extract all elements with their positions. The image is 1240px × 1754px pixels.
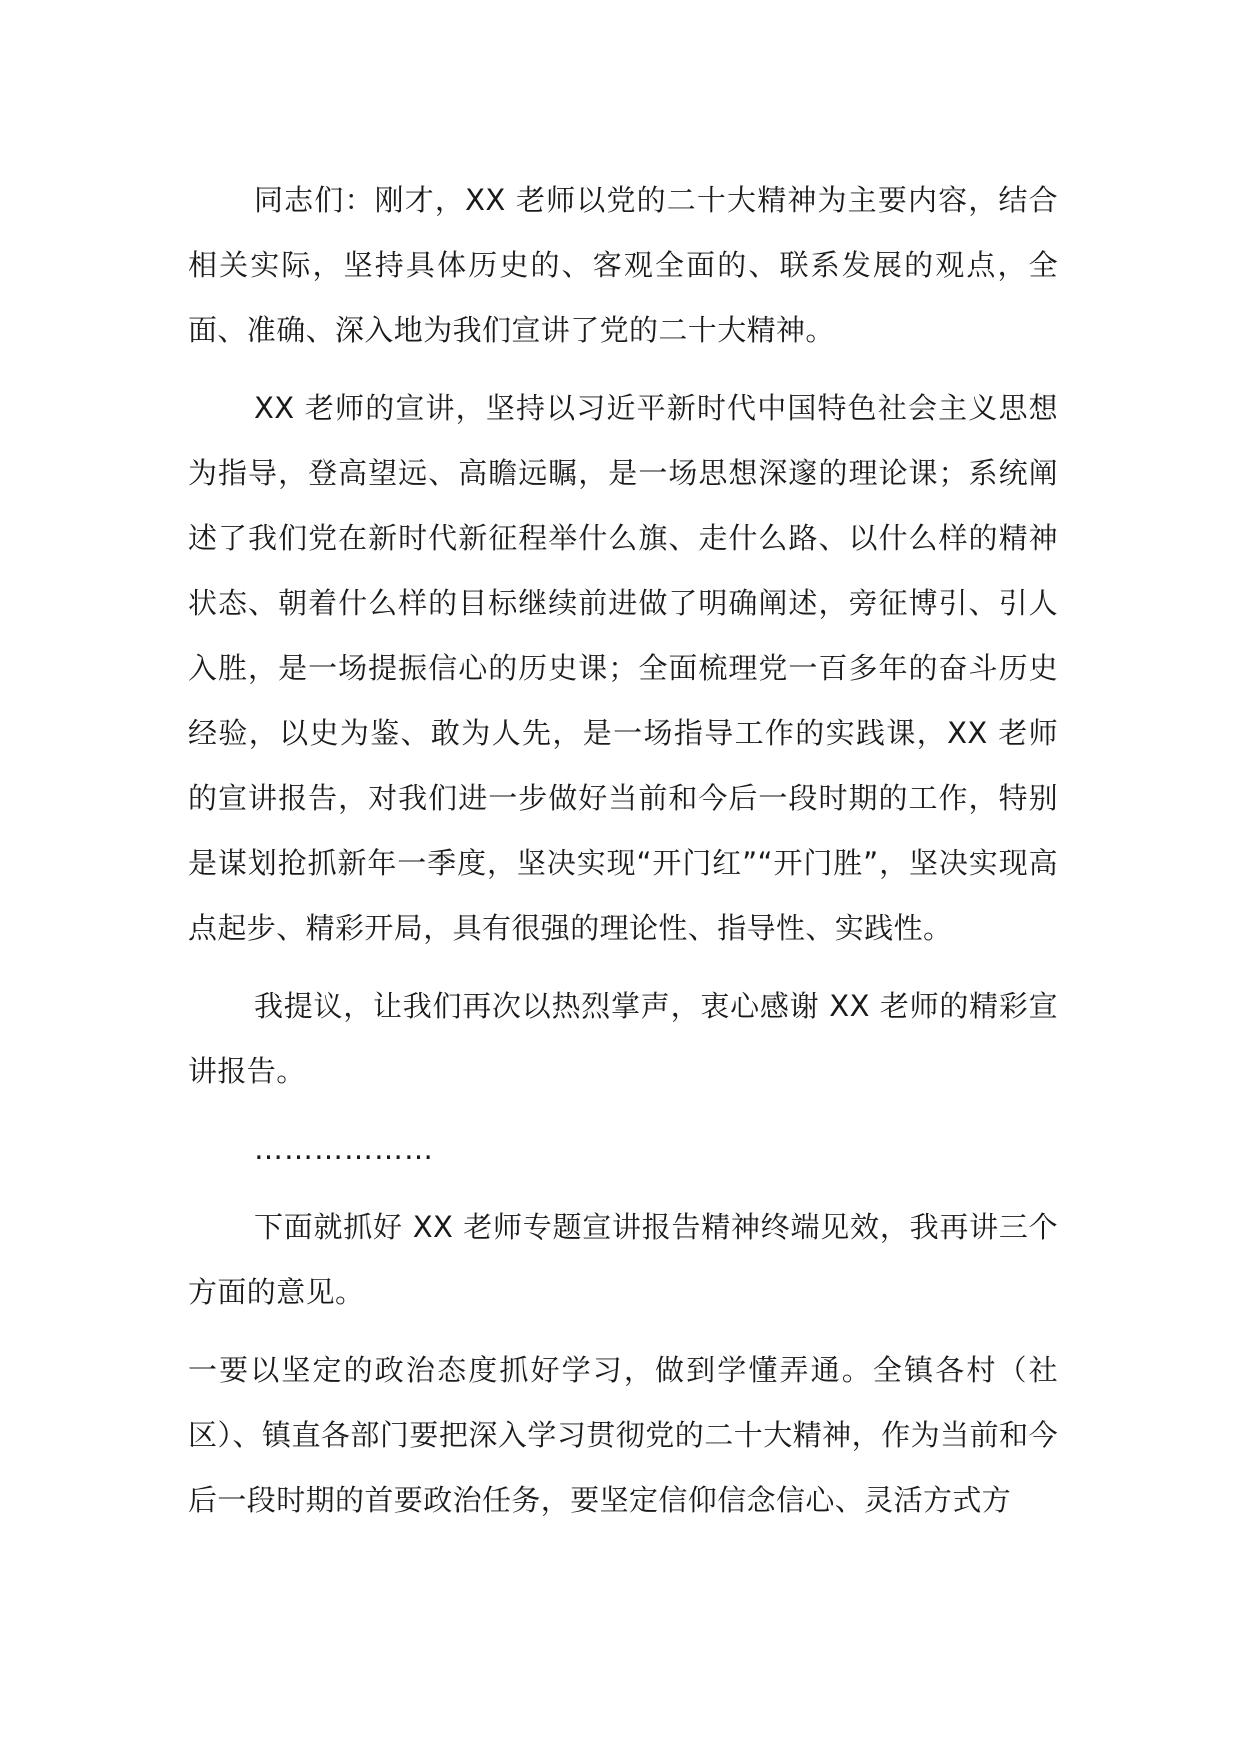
document-body [188, 168, 1058, 1533]
paragraph-ellipsis: ……………… [254, 1132, 434, 1166]
paragraph-transition: 下面就抓好 XX 老师专题宣讲报告精神终端见效，我再讲三个方面的意见。 [188, 1210, 1058, 1309]
paragraph-applause-proposal: 我提议，让我们再次以热烈掌声，衷心感谢 XX 老师的精彩宣讲报告。 [188, 989, 1058, 1088]
paragraph-opening-remarks: 同志们：刚才，XX 老师以党的二十大精神为主要内容，结合相关实际，坚持具体历史的、客观全面的、联系发展的观点，全面、准确、深入地为我们宣讲了党的二十大精神。 [188, 183, 1058, 347]
paragraph-first-point: 一要以坚定的政治态度抓好学习，做到学懂弄通。全镇各村（社区）、镇直各部门要把深入学习贯彻党的二十大精神，作为当前和今后一段时期的首要政治任务，要坚定信仰信念信心、灵活方式方 [188, 1353, 1058, 1517]
paragraph-lecture-evaluation: XX 老师的宣讲，坚持以习近平新时代中国特色社会主义思想为指导，登高望远、高瞻远瞩，是一场思想深邃的理论课；系统阐述了我们党在新时代新征程举什么旗、走什么路、以什么样的精神状态、朝着什么样的目标继续前进做了明确阐述，旁征博引、引人入胜，是一场提振信心的历史课；全面梳理党一百多年的奋斗历史经验，以史为鉴、敢为人先，是一场指导工作的实践课，XX 老师的宣讲报告，对我们进一步做好当前和今后一段时期的工作，特别是谋划抢抓新年一季度，坚决实现“开门红”“开门胜”，坚决实现高点起步、精彩开局，具有很强的理论性、指导性、实践性。 [188, 391, 1058, 945]
